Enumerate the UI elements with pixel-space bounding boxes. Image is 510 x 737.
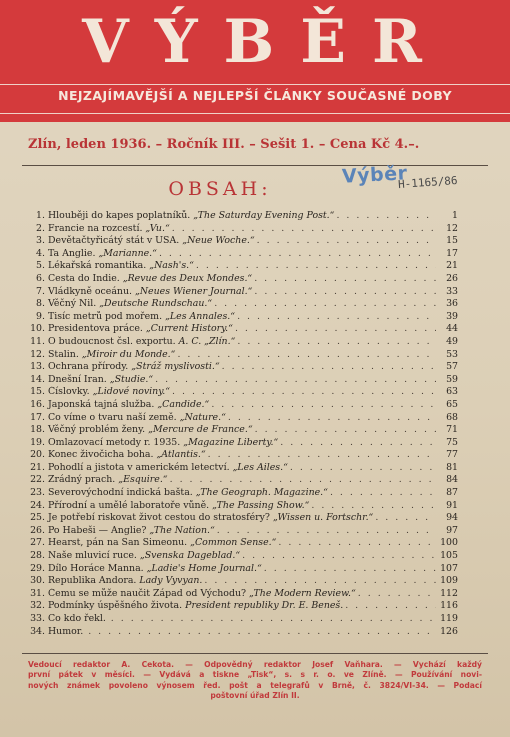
toc-entry-title: Vládkyně oceánu. xyxy=(48,285,132,297)
toc-entry xyxy=(28,311,458,324)
toc-entry-source: „The Geograph. Magazine.“ xyxy=(195,487,328,499)
toc-entry-source: „The Passing Show.“ xyxy=(212,499,310,511)
dot-leader xyxy=(217,525,436,538)
imprint-line: první pátek v měsíci. — Vydává a tiskne „Tisk“, s. s r. o. ve Zlíně. — Používání novi- xyxy=(28,670,482,680)
dot-leader xyxy=(311,500,436,513)
toc-entry-page: 15 xyxy=(446,235,458,247)
toc-entry xyxy=(28,210,458,223)
dot-leader xyxy=(235,323,436,336)
toc-entry xyxy=(28,525,458,538)
dot-leader xyxy=(155,374,436,387)
toc-entry-title: Severovýchodní indická bašta. xyxy=(48,487,193,499)
toc-entry-number: 1. xyxy=(36,210,45,221)
toc-entry-title: Devětačtyřicátý stát v USA. xyxy=(48,235,180,247)
dot-leader xyxy=(170,474,436,487)
toc-entry-title: Dílo Horáce Manna. xyxy=(48,562,144,574)
library-stamp: Výběr xyxy=(341,162,408,188)
toc-entry-page: 12 xyxy=(446,222,458,234)
toc-entry-title: Je potřebí riskovat život cestou do stratosféry? xyxy=(48,512,270,524)
toc-entry xyxy=(28,386,458,399)
toc-entry-number: 4. xyxy=(36,247,45,259)
toc-entry-page: 105 xyxy=(440,550,458,562)
toc-entry-number: 15. xyxy=(30,386,45,398)
toc-entry-source: „Les Annales.“ xyxy=(165,310,236,322)
toc-entry xyxy=(28,336,458,349)
dot-leader xyxy=(358,588,436,601)
toc-entry xyxy=(28,626,458,639)
toc-entry-source: Lady Vyvyan. xyxy=(139,575,203,587)
toc-entry-number: 3. xyxy=(36,235,45,247)
toc-entry-number: 14. xyxy=(30,373,45,385)
dot-leader xyxy=(177,349,436,362)
toc-entry-number: 2. xyxy=(36,222,45,234)
toc-entry-page: 91 xyxy=(446,499,458,511)
masthead xyxy=(0,0,510,122)
dot-leader xyxy=(214,298,436,311)
divider-bottom xyxy=(22,653,488,654)
toc-entry-source: „Miroir du Monde.“ xyxy=(81,348,176,360)
toc-entry-source: „Candide.“ xyxy=(157,398,210,410)
toc-entry-source: President republiky Dr. E. Beneš. xyxy=(185,600,344,612)
toc-entry-page: 100 xyxy=(440,537,458,549)
toc-entry-number: 11. xyxy=(30,335,45,347)
toc-entry-title: Co kdo řekl. xyxy=(48,613,106,624)
dot-leader xyxy=(228,412,436,425)
toc-entry-title: Věčný problém ženy. xyxy=(48,424,146,436)
imprint-line: nových známek povoleno výnosem řed. pošt a telegrafů v Brně, č. 3824/VI-34. — Podací xyxy=(28,680,482,690)
toc-entry-source: „Atlantis.“ xyxy=(156,449,206,461)
toc-entry xyxy=(28,613,458,626)
toc-entry xyxy=(28,424,458,437)
toc-entry xyxy=(28,462,458,475)
toc-entry-source: „Vu.“ xyxy=(145,222,170,234)
toc-entry-number: 5. xyxy=(36,260,45,272)
dot-leader xyxy=(208,449,436,462)
toc-entry-source: „Current History.“ xyxy=(145,323,233,335)
dot-leader xyxy=(257,235,436,248)
toc-entry-page: 77 xyxy=(446,449,458,461)
dot-leader xyxy=(172,386,436,399)
toc-entry xyxy=(28,550,458,563)
toc-entry-page: 107 xyxy=(440,562,458,574)
toc-entry-title: Cesta do Indie. xyxy=(48,272,120,284)
imprint-line: Vedoucí redaktor A. Cekota. — Odpovědný redaktor Josef Vaňhara. — Vychází každý xyxy=(28,660,482,669)
toc-entry-title: Francie na rozcestí. xyxy=(48,222,143,234)
imprint xyxy=(28,660,482,702)
toc-entry-source: „Ladie's Home Journal.“ xyxy=(146,562,262,574)
toc-entry xyxy=(28,248,458,261)
toc-entry-title: Stalin. xyxy=(48,348,79,360)
issue-info-line: Zlín, leden 1936. – Ročník III. – Sešit 1. – Cena Kč 4.–. xyxy=(28,137,420,152)
toc-entry-number: 18. xyxy=(30,424,45,436)
dot-leader xyxy=(254,273,436,286)
divider-top xyxy=(22,165,488,166)
toc-entry-page: 63 xyxy=(446,386,458,398)
toc-entry-page: 53 xyxy=(446,348,458,360)
toc-entry-number: 31. xyxy=(30,587,45,599)
toc-entry-page: 112 xyxy=(440,587,458,599)
toc-entry-title: Presidentova práce. xyxy=(48,323,143,335)
toc-entry-title: Japonská tajná služba. xyxy=(48,398,155,410)
toc-entry xyxy=(28,223,458,236)
dot-leader xyxy=(290,462,436,475)
dot-leader xyxy=(255,424,436,437)
dot-leader xyxy=(345,600,436,613)
toc-entry xyxy=(28,399,458,412)
dot-leader xyxy=(172,223,436,236)
toc-entry-source: „Les Ailes.“ xyxy=(232,461,288,473)
toc-entry-title: Republika Andora. xyxy=(48,575,137,587)
toc-entry-source: „Deutsche Rundschau.“ xyxy=(99,298,213,310)
toc-entry-source: „Marianne.“ xyxy=(98,247,157,259)
toc-entry-title: Humor. xyxy=(48,625,84,637)
toc-entry-source: „Neues Wiener Journal.“ xyxy=(135,285,253,297)
toc-entry xyxy=(28,260,458,273)
toc-entry xyxy=(28,563,458,576)
toc-entry-page: 36 xyxy=(446,298,458,310)
toc-entry-number: 25. xyxy=(30,512,45,524)
toc-entry-source: „Nash's.“ xyxy=(149,260,194,272)
toc-entry-number: 26. xyxy=(30,524,45,536)
toc-entry-source: „Magazine Liberty.“ xyxy=(183,436,279,448)
toc-entry-source: „Mercure de France.“ xyxy=(148,424,253,436)
toc-entry-title: Zrádný prach. xyxy=(48,474,116,486)
toc-entry-title: Po Habeši — Anglie? xyxy=(48,524,147,536)
toc-entry-number: 32. xyxy=(30,600,45,612)
dot-leader xyxy=(237,311,436,324)
dot-leader xyxy=(159,248,436,261)
toc-entry xyxy=(28,273,458,286)
toc-entry-source: „The Saturday Evening Post.“ xyxy=(193,210,335,221)
toc-entry-source: „Stráž myslivosti.“ xyxy=(131,361,220,373)
table-of-contents xyxy=(28,210,458,638)
dot-leader xyxy=(237,336,436,349)
toc-entry-title: Čemu se může naučit Západ od Východu? xyxy=(48,587,247,599)
toc-entry xyxy=(28,349,458,362)
toc-entry-source: „The Modern Review.“ xyxy=(249,587,356,599)
toc-entry-page: 119 xyxy=(440,613,458,624)
toc-entry xyxy=(28,374,458,387)
toc-entry-page: 81 xyxy=(446,461,458,473)
toc-entry-source: „Neue Woche.“ xyxy=(182,235,255,247)
toc-entry-title: Tisíc metrů pod mořem. xyxy=(48,310,163,322)
imprint-line: poštovní úřad Zlín II. xyxy=(210,691,300,701)
toc-entry xyxy=(28,235,458,248)
toc-entry xyxy=(28,323,458,336)
handwritten-note: H-1165/86 xyxy=(397,173,458,192)
toc-entry-number: 7. xyxy=(36,285,45,297)
toc-entry-title: Omlazovací metody r. 1935. xyxy=(48,436,181,448)
toc-entry-number: 24. xyxy=(30,499,45,511)
toc-entry-number: 6. xyxy=(36,272,45,284)
toc-entry-page: 33 xyxy=(446,285,458,297)
toc-entry-page: 75 xyxy=(446,436,458,448)
dot-leader xyxy=(254,286,436,299)
toc-entry xyxy=(28,512,458,525)
toc-entry-title: Ta Anglie. xyxy=(48,247,96,259)
toc-entry-number: 29. xyxy=(30,562,45,574)
dot-leader xyxy=(375,512,436,525)
dot-leader xyxy=(111,613,436,626)
dot-leader xyxy=(264,563,436,576)
toc-entry-page: 68 xyxy=(446,411,458,423)
toc-entry xyxy=(28,286,458,299)
toc-entry-page: 17 xyxy=(446,247,458,259)
toc-entry-number: 21. xyxy=(30,461,45,473)
toc-entry xyxy=(28,500,458,513)
toc-entry-page: 87 xyxy=(446,487,458,499)
toc-entry-number: 33. xyxy=(30,613,45,624)
toc-entry-page: 109 xyxy=(440,575,458,587)
toc-entry-title: Konec živočicha boha. xyxy=(48,449,154,461)
toc-entry xyxy=(28,449,458,462)
toc-entry-number: 27. xyxy=(30,537,45,549)
toc-entry-page: 39 xyxy=(446,310,458,322)
toc-entry-page: 59 xyxy=(446,373,458,385)
toc-entry-page: 97 xyxy=(446,524,458,536)
toc-entry xyxy=(28,487,458,500)
toc-entry-title: Naše mluvicí ruce. xyxy=(48,550,137,562)
toc-entry-title: Lékařská romantika. xyxy=(48,260,147,272)
toc-entry-page: 26 xyxy=(446,272,458,284)
toc-entry-number: 13. xyxy=(30,361,45,373)
toc-entry-title: Věčný Nil. xyxy=(48,298,97,310)
toc-entry-number: 16. xyxy=(30,398,45,410)
toc-entry-source: „Nature.“ xyxy=(179,411,226,423)
toc-entry-page: 65 xyxy=(446,398,458,410)
toc-entry-number: 17. xyxy=(30,411,45,423)
toc-entry-title: Hearst, pán na San Simeonu. xyxy=(48,537,188,549)
toc-entry xyxy=(28,588,458,601)
toc-entry xyxy=(28,298,458,311)
toc-entry-page: 71 xyxy=(446,424,458,436)
toc-entry-number: 12. xyxy=(30,348,45,360)
toc-heading: OBSAH: xyxy=(168,178,272,200)
toc-entry-page: 94 xyxy=(446,512,458,524)
toc-entry-source: „Lidové noviny.“ xyxy=(92,386,171,398)
toc-entry-number: 23. xyxy=(30,487,45,499)
toc-entry xyxy=(28,575,458,588)
toc-entry-source: „Revue des Deux Mondes.“ xyxy=(122,272,253,284)
toc-entry-number: 9. xyxy=(36,310,45,322)
dot-leader xyxy=(280,437,436,450)
dot-leader xyxy=(330,487,436,500)
magazine-subtitle: NEJZAJÍMAVĚJŠÍ A NEJLEPŠÍ ČLÁNKY SOUČASNÉ DOBY xyxy=(58,88,452,103)
toc-entry-page: 44 xyxy=(446,323,458,335)
toc-entry xyxy=(28,474,458,487)
toc-entry-number: 10. xyxy=(30,323,45,335)
toc-entry-source: A. C. „Zlín.“ xyxy=(178,335,236,347)
toc-entry-page: 1 xyxy=(452,210,458,221)
toc-entry-title: Co víme o tvaru naší země. xyxy=(48,411,177,423)
toc-entry-title: Hlouběji do kapes poplatníků. xyxy=(48,210,191,221)
dot-leader xyxy=(242,550,436,563)
toc-entry-number: 20. xyxy=(30,449,45,461)
dot-leader xyxy=(278,537,436,550)
dot-leader xyxy=(204,575,436,588)
toc-entry-page: 84 xyxy=(446,474,458,486)
toc-entry-source: „Studie.“ xyxy=(109,373,154,385)
dot-leader xyxy=(222,361,436,374)
toc-entry-number: 28. xyxy=(30,550,45,562)
toc-entry-page: 57 xyxy=(446,361,458,373)
toc-entry-title: Dnešní Iran. xyxy=(48,373,107,385)
dot-leader xyxy=(196,260,436,273)
toc-entry-number: 19. xyxy=(30,436,45,448)
magazine-title: VÝBĚR xyxy=(82,7,448,77)
dot-leader xyxy=(211,399,436,412)
toc-entry xyxy=(28,412,458,425)
toc-entry-page: 116 xyxy=(440,600,458,612)
dot-leader xyxy=(336,210,436,223)
toc-entry xyxy=(28,361,458,374)
toc-entry-title: O budoucnost čsl. exportu. xyxy=(48,335,176,347)
toc-entry-page: 126 xyxy=(440,625,458,637)
toc-entry-number: 30. xyxy=(30,575,45,587)
toc-entry-number: 22. xyxy=(30,474,45,486)
toc-entry-title: Přírodní a umělé laboratoře vůně. xyxy=(48,499,210,511)
toc-entry-title: Číslovky. xyxy=(48,386,90,398)
toc-entry-title: Ochrana přírody. xyxy=(48,361,129,373)
toc-entry xyxy=(28,537,458,550)
toc-entry-source: „The Nation.“ xyxy=(149,524,215,536)
toc-entry-title: Pohodlí a jistota v americkém letectví. xyxy=(48,461,230,473)
toc-entry-source: „Esquire.“ xyxy=(118,474,168,486)
toc-entry-number: 34. xyxy=(30,625,45,637)
dot-leader xyxy=(88,626,436,639)
toc-entry-title: Podmínky úspěšného života. xyxy=(48,600,183,612)
toc-entry-source: „Svenska Dageblad.“ xyxy=(139,550,241,562)
toc-entry-source: „Common Sense.“ xyxy=(190,537,277,549)
toc-entry-number: 8. xyxy=(36,298,45,310)
toc-entry-source: „Wissen u. Fortschr.“ xyxy=(272,512,374,524)
toc-entry xyxy=(28,437,458,450)
toc-entry xyxy=(28,600,458,613)
toc-entry-page: 49 xyxy=(446,335,458,347)
toc-entry-page: 21 xyxy=(446,260,458,272)
